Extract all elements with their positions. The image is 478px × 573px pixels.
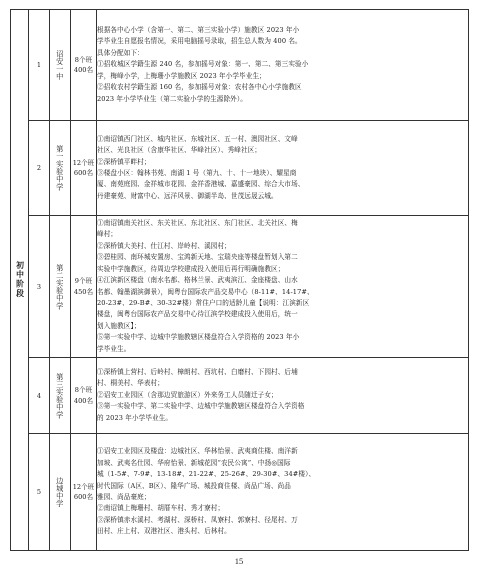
desc-line: 村、桐美村、华表村； bbox=[97, 379, 164, 388]
desc-line: 楼盘，闽粤台国际农产品交易中心待江滨学校建成投入使用后，统一 bbox=[97, 310, 298, 319]
desc-line: 丹建豪苑、财富中心、远洋风景、御湖半岛、世茂远晟云城。 bbox=[97, 191, 278, 200]
row-index: 1 bbox=[29, 10, 50, 121]
table-row bbox=[11, 121, 469, 216]
table-row bbox=[11, 10, 469, 121]
class-count: 12个班 bbox=[72, 158, 95, 167]
zone-description bbox=[97, 216, 469, 358]
desc-line: 雅园、尚品豪庭； bbox=[97, 493, 151, 501]
desc-line: ③第一实验中学、第二实验中学、边城中学施教辖区楼盘符合入学资格 bbox=[97, 402, 305, 411]
desc-line: ②深桥镇大美村、仕江村、岸岭村、溪园村； bbox=[97, 241, 231, 250]
class-count: 8个班 bbox=[74, 386, 93, 395]
enrollment-count: 600名 bbox=[73, 493, 94, 501]
desc-line: ①南诏镇南关社区、东关社区、东北社区、东门社区、北关社区、梅 bbox=[97, 219, 298, 228]
desc-line: ②深桥镇平畔村； bbox=[97, 157, 151, 166]
desc-line: ④江滨新区楼盘（南水名都、格林兰景、武夷滨江、金座楼盘、山水 bbox=[97, 276, 298, 285]
desc-line: 加坡、武夷名仕园、华府怡景、新城花园“农民公寓”、中扬◎国际 bbox=[97, 458, 291, 467]
zone-description bbox=[97, 121, 469, 216]
class-count: 12个班 bbox=[72, 482, 95, 491]
school-name: 第二实验中学 bbox=[55, 263, 65, 310]
table-row bbox=[11, 358, 469, 434]
desc-line: ③碧桂园、南环城安置房、宝鸿新天地、宝瑞央座等楼盘暂划入第二 bbox=[97, 253, 298, 262]
desc-line: 田村、庄上村、双港社区、港头村、后林村。 bbox=[97, 527, 231, 536]
row-index: 3 bbox=[29, 216, 50, 358]
row-index: 5 bbox=[29, 434, 50, 551]
desc-line: 2023 年小学毕业生（第二实验小学的生源除外）。 bbox=[97, 94, 247, 103]
classes-cell bbox=[71, 358, 97, 434]
desc-line: ②招收农村学籍生源 160 名，参加摇号对象：农村各中心小学施教区 bbox=[97, 83, 302, 92]
desc-line: 时代国际（A区、B区）、隆华广场、城投商住楼、尚品广场、尚品 bbox=[97, 481, 291, 490]
row-index: 4 bbox=[29, 358, 50, 434]
desc-line: ⑤第一实验中学、边城中学施教辖区楼盘符合入学资格的 2023 年小 bbox=[97, 333, 300, 342]
desc-line: ①诏安工业园区及楼盘：边城社区、华林怡景、武夷商住楼、南洋新 bbox=[97, 447, 298, 456]
desc-line: 根据各中心小学（含第一、第二、第三实验小学）施教区 2023 年小 bbox=[97, 26, 300, 35]
desc-line: 厦、南苑庭园、金祥城市花园、金祥香港城、嘉盛豪园、综合大市场、 bbox=[97, 180, 305, 189]
desc-line: 具体分配如下： bbox=[97, 48, 144, 57]
stage-label: 初中阶段 bbox=[15, 261, 25, 299]
class-count: 8个班 bbox=[74, 55, 93, 64]
desc-line: 划入施教区】； bbox=[97, 321, 141, 330]
school-name: 第一实验中学 bbox=[55, 145, 65, 191]
school-name: 诏安一中 bbox=[55, 49, 65, 81]
school-name-cell bbox=[50, 216, 71, 358]
desc-line: 的 2023 年小学毕业生。 bbox=[97, 413, 173, 422]
row-index: 2 bbox=[29, 121, 50, 216]
school-name: 第三实验中学 bbox=[55, 372, 65, 419]
desc-line: ①招收城区学籍生源 240 名，参加摇号对象：第一、第二、第三实验小 bbox=[97, 60, 309, 69]
desc-line: 峰村； bbox=[97, 230, 118, 239]
desc-line: ①深桥镇上营村、后岭村、樟朗村、西坑村、白磨村、下园村、后埔 bbox=[97, 367, 298, 376]
stage-cell bbox=[11, 10, 29, 551]
enrollment-count: 400名 bbox=[73, 396, 94, 405]
desc-line: ①南诏镇西门社区、城内社区、东城社区、五一村、澳园社区、文峰 bbox=[97, 134, 298, 143]
enrollment-count: 600名 bbox=[73, 169, 94, 177]
school-name: 边城中学 bbox=[55, 476, 65, 508]
zone-description bbox=[97, 10, 469, 121]
school-zoning-table bbox=[10, 9, 469, 551]
school-name-cell bbox=[50, 10, 71, 121]
zone-description bbox=[97, 358, 469, 434]
enrollment-count: 450名 bbox=[73, 287, 94, 296]
desc-line: 实验中学施教区，待周边学校建成投入使用后再行明确施教区； bbox=[97, 264, 285, 273]
classes-cell bbox=[71, 216, 97, 358]
desc-line: 学毕业生自愿报名情况，采用电脑摇号录取，招生总人数为 400 名。 bbox=[97, 37, 302, 46]
desc-line: 学毕业生。 bbox=[97, 344, 131, 353]
desc-line: 学，梅峰小学，上梅珊小学施教区 2023 年小学毕业生； bbox=[97, 71, 266, 80]
school-name-cell bbox=[50, 121, 71, 216]
class-count: 9个班 bbox=[74, 277, 93, 286]
desc-line: ③楼盘小区：翰林书苑、南湖 1 号（第九、十、十一地块）、耀星商 bbox=[97, 169, 297, 177]
school-name-cell bbox=[50, 434, 71, 551]
desc-line: 社区、光良社区（含康华社区、华峰社区）、秀峰社区； bbox=[97, 146, 262, 155]
enrollment-count: 400名 bbox=[73, 66, 94, 74]
page-number: 15 bbox=[234, 556, 244, 566]
table-row bbox=[11, 434, 469, 551]
zone-description bbox=[97, 434, 469, 551]
table-row bbox=[11, 216, 469, 358]
desc-line: 20-23#、29-B#、30-32#楼）常住户口的适龄儿童【说明：江滨新区 bbox=[97, 298, 310, 307]
classes-cell bbox=[71, 121, 97, 216]
desc-line: 名都、翰墨湖滨御景），闽粤台国际农产品交易中心（8-11#、14-17#、 bbox=[97, 287, 314, 296]
desc-line: 城（1-5#、7-9#、13-18#、21-22#、25-26#、29-30#、34#楼）、 bbox=[97, 470, 316, 479]
school-name-cell bbox=[50, 358, 71, 434]
desc-line: ②南诏镇上梅珊村、胡厝车村、秀才寮村； bbox=[97, 504, 225, 513]
desc-line: ②诏安工业园区（含那边贸旅游区）外来务工人员随迁子女； bbox=[97, 390, 278, 399]
classes-cell bbox=[71, 10, 97, 121]
classes-cell bbox=[71, 434, 97, 551]
desc-line: ③深桥镇赤水溪村、考湖村、深桥村、凤寮村、郭寮村、径尾村、万 bbox=[97, 515, 298, 524]
